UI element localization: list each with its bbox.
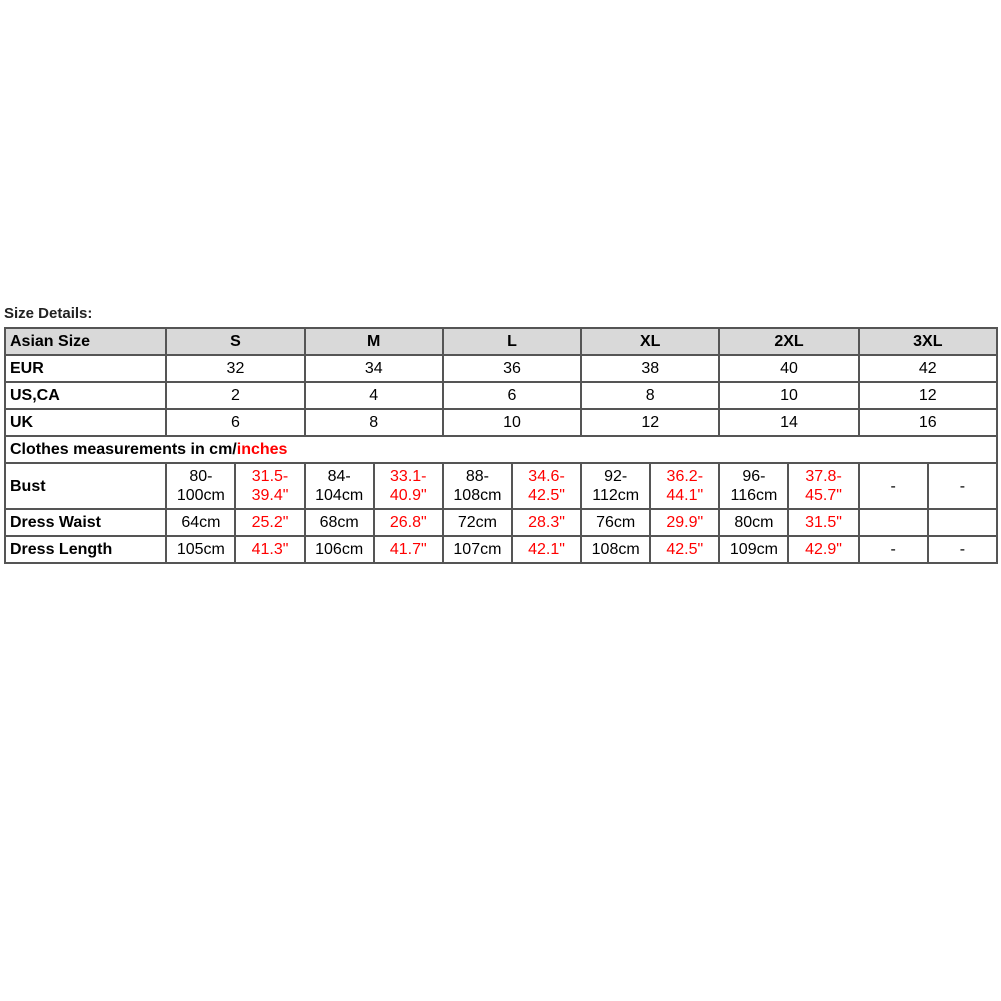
- table-cell: 6: [166, 409, 304, 436]
- table-cell: 10: [719, 382, 858, 409]
- header-row: [5, 328, 997, 355]
- table-cell: 6: [443, 382, 581, 409]
- waist-cm-cell: 64cm: [166, 509, 235, 536]
- row-label: Dress Waist: [5, 509, 166, 536]
- cell-line: 37.8-: [805, 468, 842, 485]
- waist-inch-cell: 25.2": [235, 509, 304, 536]
- table-row: [5, 382, 997, 409]
- length-cm-cell: 108cm: [581, 536, 650, 563]
- empty-cell: -: [928, 463, 997, 509]
- measurements-heading: [5, 436, 997, 463]
- waist-inch-cell: 29.9": [650, 509, 719, 536]
- bust-inch-cell: [650, 463, 719, 509]
- size-m: M: [305, 328, 443, 355]
- bust-cm-cell: [581, 463, 650, 509]
- length-row: [5, 536, 997, 563]
- table-cell: 32: [166, 355, 304, 382]
- empty-cell: [928, 509, 997, 536]
- waist-inch-cell: 28.3": [512, 509, 581, 536]
- bust-cm-cell: [719, 463, 788, 509]
- cell-line: 42.5": [528, 487, 565, 504]
- waist-row: [5, 509, 997, 536]
- cell-line: 34.6-: [528, 468, 565, 485]
- length-inch-cell: 42.1": [512, 536, 581, 563]
- table-cell: 42: [859, 355, 997, 382]
- table-cell: 38: [581, 355, 719, 382]
- cell-line: 96-: [742, 468, 766, 485]
- row-label: UK: [5, 409, 166, 436]
- table-cell: 36: [443, 355, 581, 382]
- length-inch-cell: 41.7": [374, 536, 443, 563]
- row-label: Bust: [5, 463, 166, 509]
- table-cell: 34: [305, 355, 443, 382]
- table-cell: 10: [443, 409, 581, 436]
- size-xl: XL: [581, 328, 719, 355]
- size-2xl: 2XL: [719, 328, 858, 355]
- size-details-title: Size Details:: [4, 305, 93, 322]
- bust-row: [5, 463, 997, 509]
- table-cell: 12: [581, 409, 719, 436]
- cell-line: 45.7": [805, 487, 842, 504]
- waist-cm-cell: 80cm: [719, 509, 788, 536]
- bust-inch-cell: [235, 463, 304, 509]
- empty-cell: [859, 509, 928, 536]
- empty-cell: -: [859, 463, 928, 509]
- size-l: L: [443, 328, 581, 355]
- cell-line: 80-: [189, 468, 213, 485]
- cell-line: 92-: [604, 468, 628, 485]
- table-cell: 8: [581, 382, 719, 409]
- measurements-heading-inches: inches: [236, 441, 288, 458]
- row-label: Dress Length: [5, 536, 166, 563]
- table-row: [5, 409, 997, 436]
- table-cell: 8: [305, 409, 443, 436]
- waist-inch-cell: 26.8": [374, 509, 443, 536]
- waist-cm-cell: 72cm: [443, 509, 512, 536]
- cell-line: 108cm: [453, 487, 502, 504]
- cell-line: 104cm: [315, 487, 364, 504]
- cell-line: 36.2-: [666, 468, 704, 485]
- measurements-heading-prefix: Clothes measurements in cm/: [10, 441, 237, 458]
- table-cell: 4: [305, 382, 443, 409]
- waist-cm-cell: 68cm: [305, 509, 374, 536]
- cell-line: 33.1-: [390, 468, 427, 485]
- length-inch-cell: 42.5": [650, 536, 719, 563]
- table-cell: 14: [719, 409, 858, 436]
- cell-line: 116cm: [730, 487, 778, 504]
- measurements-heading-row: [5, 436, 997, 463]
- cell-line: 88-: [465, 468, 489, 485]
- length-cm-cell: 107cm: [443, 536, 512, 563]
- cell-line: 44.1": [666, 487, 704, 504]
- bust-inch-cell: [374, 463, 443, 509]
- cell-line: 31.5-: [251, 468, 289, 485]
- cell-line: 39.4": [251, 487, 289, 504]
- waist-inch-cell: 31.5": [788, 509, 858, 536]
- bust-cm-cell: [166, 463, 235, 509]
- bust-cm-cell: [305, 463, 374, 509]
- cell-line: 100cm: [176, 487, 225, 504]
- bust-inch-cell: [788, 463, 858, 509]
- table-row: [5, 355, 997, 382]
- empty-cell: -: [928, 536, 997, 563]
- bust-cm-cell: [443, 463, 512, 509]
- table-cell: 2: [166, 382, 304, 409]
- row-label: EUR: [5, 355, 166, 382]
- cell-line: 112cm: [592, 487, 640, 504]
- size-s: S: [166, 328, 304, 355]
- cell-line: 40.9": [389, 487, 427, 504]
- cell-line: 84-: [327, 468, 351, 485]
- length-inch-cell: 41.3": [235, 536, 304, 563]
- length-cm-cell: 105cm: [166, 536, 235, 563]
- table-cell: 40: [719, 355, 858, 382]
- length-cm-cell: 106cm: [305, 536, 374, 563]
- empty-cell: -: [859, 536, 928, 563]
- size-3xl: 3XL: [859, 328, 997, 355]
- length-cm-cell: 109cm: [719, 536, 788, 563]
- header-label: Asian Size: [5, 328, 166, 355]
- table-cell: 16: [859, 409, 997, 436]
- size-chart-table: [4, 327, 998, 564]
- row-label: US,CA: [5, 382, 166, 409]
- table-cell: 12: [859, 382, 997, 409]
- bust-inch-cell: [512, 463, 581, 509]
- length-inch-cell: 42.9": [788, 536, 858, 563]
- waist-cm-cell: 76cm: [581, 509, 650, 536]
